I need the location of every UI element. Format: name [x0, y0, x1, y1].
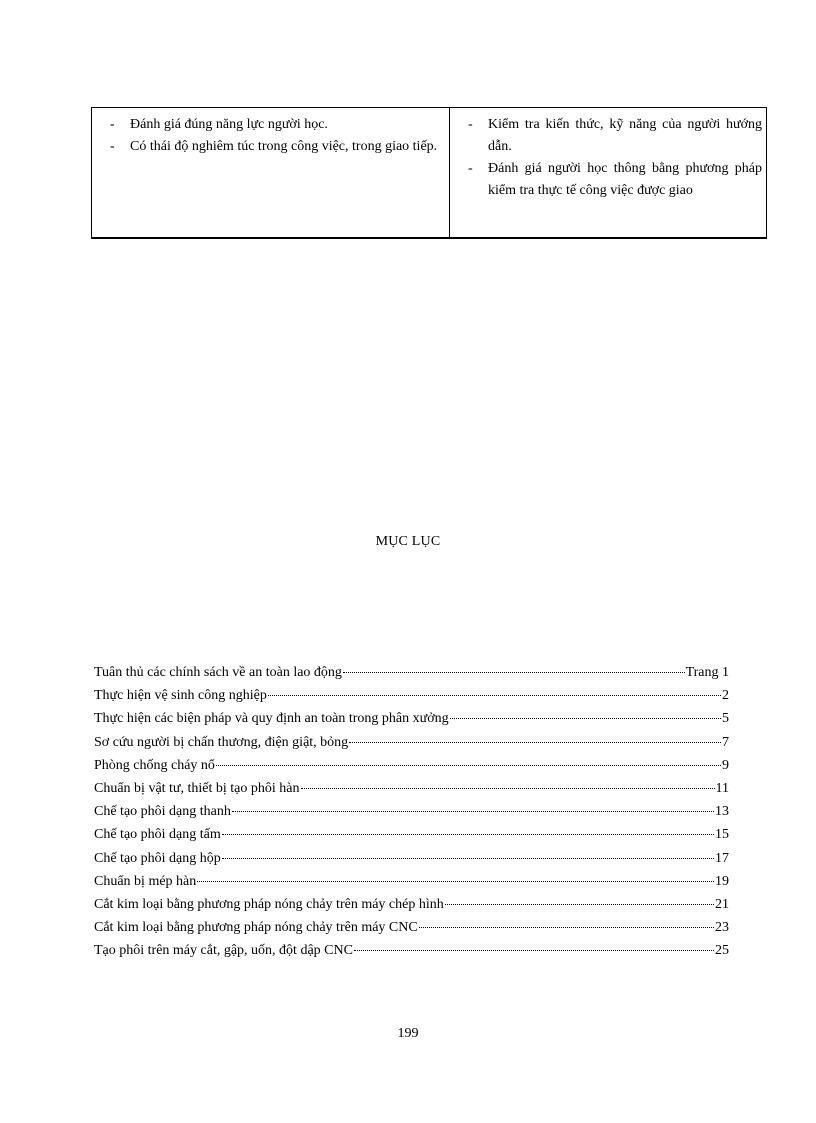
toc-entry-page: 17: [715, 850, 729, 866]
bullet-dash: -: [468, 161, 473, 176]
toc-entry-page: 13: [715, 804, 729, 820]
toc-leader-dots: [222, 833, 714, 835]
toc-leader-dots: [450, 717, 721, 719]
toc-entry-title: Thực hiện các biện pháp và quy định an toàn trong phân xưởng: [94, 711, 449, 727]
toc-entry[interactable]: [94, 684, 729, 707]
toc-entry-page: 15: [715, 827, 729, 843]
toc-entry-page: 11: [715, 780, 729, 796]
criteria-item: [468, 158, 762, 202]
toc-entry-page: 19: [715, 873, 729, 889]
criteria-column-left: [92, 108, 450, 237]
toc-entry[interactable]: [94, 800, 729, 823]
toc-entry[interactable]: [94, 661, 729, 684]
toc-entry[interactable]: [94, 754, 729, 777]
toc-leader-dots: [301, 787, 715, 789]
criteria-text: Đánh giá đúng năng lực người học.: [130, 117, 328, 132]
toc-entry[interactable]: [94, 939, 729, 962]
toc-entry-page: 7: [722, 734, 729, 750]
toc-leader-dots: [216, 764, 721, 766]
toc-entry[interactable]: [94, 777, 729, 800]
toc-title: MỤC LỤC: [375, 534, 441, 549]
toc-leader-dots: [268, 694, 721, 696]
criteria-item: [110, 114, 441, 136]
criteria-column-right: [450, 108, 766, 237]
table-of-contents: [94, 661, 729, 962]
toc-entry[interactable]: [94, 847, 729, 870]
toc-entry-title: Chuẩn bị vật tư, thiết bị tạo phôi hàn: [94, 780, 300, 796]
toc-leader-dots: [419, 926, 714, 928]
toc-entry-title: Thực hiện vệ sinh công nghiệp: [94, 688, 267, 704]
toc-entry-title: Chế tạo phôi dạng thanh: [94, 804, 231, 820]
toc-leader-dots: [354, 949, 714, 951]
criteria-item: [110, 136, 441, 158]
toc-leader-dots: [343, 671, 685, 673]
toc-entry-page: 2: [722, 688, 729, 704]
bullet-dash: -: [110, 117, 115, 132]
toc-entry-page: 21: [715, 896, 729, 912]
toc-entry[interactable]: [94, 823, 729, 846]
toc-leader-dots: [349, 741, 721, 743]
toc-entry[interactable]: [94, 916, 729, 939]
toc-entry-title: Cắt kim loại bằng phương pháp nóng chảy trên máy chép hình: [94, 896, 444, 912]
toc-leader-dots: [222, 857, 714, 859]
bullet-dash: -: [468, 117, 473, 132]
toc-entry-title: Tạo phôi trên máy cắt, gập, uốn, đột dập CNC: [94, 943, 353, 959]
toc-entry-page: 5: [722, 711, 729, 727]
toc-entry-title: Tuân thủ các chính sách về an toàn lao động: [94, 665, 342, 680]
toc-entry[interactable]: [94, 707, 729, 730]
toc-entry-page: 23: [715, 920, 729, 936]
toc-entry-title: Phòng chống cháy nổ: [94, 757, 215, 773]
page-number: 199: [397, 1026, 419, 1041]
toc-entry-title: Sơ cứu người bị chấn thương, điện giật, bỏng: [94, 734, 349, 750]
toc-leader-dots: [197, 880, 714, 882]
toc-entry[interactable]: [94, 731, 729, 754]
toc-entry-page: 9: [722, 757, 729, 773]
bullet-dash: -: [110, 139, 115, 154]
toc-entry-title: Chế tạo phôi dạng hộp: [94, 850, 221, 866]
criteria-table: [91, 107, 767, 239]
toc-entry[interactable]: [94, 893, 729, 916]
toc-entry[interactable]: [94, 870, 729, 893]
criteria-item: [468, 114, 762, 158]
toc-leader-dots: [445, 903, 714, 905]
criteria-text: Có thái độ nghiêm túc trong công việc, trong giao tiếp.: [130, 139, 438, 154]
toc-entry-page: 25: [715, 943, 729, 959]
toc-entry-title: Chuẩn bị mép hàn: [94, 873, 197, 889]
toc-leader-dots: [232, 810, 714, 812]
criteria-text: Đánh giá người học thông bằng phương pháp kiểm tra thực tế công việc được giao: [488, 161, 762, 198]
toc-entry-title: Cắt kim loại bằng phương pháp nóng chảy trên máy CNC: [94, 920, 418, 936]
toc-entry-page: Trang 1: [685, 665, 729, 680]
toc-entry-title: Chế tạo phôi dạng tấm: [94, 827, 221, 843]
criteria-text: Kiểm tra kiến thức, kỹ năng của người hướng dẫn.: [488, 117, 762, 154]
